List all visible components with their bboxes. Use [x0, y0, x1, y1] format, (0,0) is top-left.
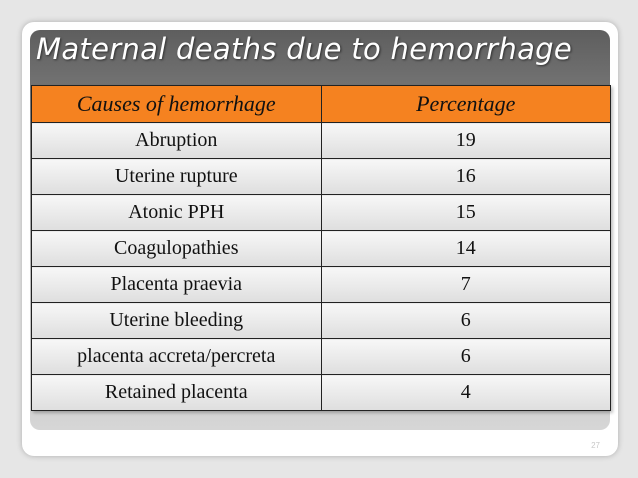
cause-cell: Atonic PPH — [32, 195, 322, 231]
percentage-cell: 7 — [321, 267, 610, 303]
table-row — [32, 375, 611, 411]
cause-cell: Placenta praevia — [32, 267, 322, 303]
percentage-cell: 16 — [321, 159, 610, 195]
hemorrhage-causes-table — [31, 85, 611, 411]
table-row — [32, 159, 611, 195]
percentage-cell: 6 — [321, 303, 610, 339]
table-row — [32, 195, 611, 231]
cause-cell: Coagulopathies — [32, 231, 322, 267]
percentage-cell: 4 — [321, 375, 610, 411]
percentage-cell: 6 — [321, 339, 610, 375]
table-row — [32, 123, 611, 159]
slide-title: Maternal deaths due to hemorrhage — [36, 32, 572, 66]
header-causes: Causes of hemorrhage — [32, 86, 322, 123]
table-row — [32, 231, 611, 267]
table-row — [32, 267, 611, 303]
header-percentage: Percentage — [321, 86, 610, 123]
percentage-cell: 15 — [321, 195, 610, 231]
cause-cell: Abruption — [32, 123, 322, 159]
table-row — [32, 303, 611, 339]
cause-cell: Uterine bleeding — [32, 303, 322, 339]
slide-number: 27 — [591, 441, 600, 450]
percentage-cell: 14 — [321, 231, 610, 267]
table-row — [32, 339, 611, 375]
cause-cell: Uterine rupture — [32, 159, 322, 195]
percentage-cell: 19 — [321, 123, 610, 159]
cause-cell: Retained placenta — [32, 375, 322, 411]
cause-cell: placenta accreta/percreta — [32, 339, 322, 375]
slide — [22, 22, 618, 456]
table-header-row — [32, 86, 611, 123]
